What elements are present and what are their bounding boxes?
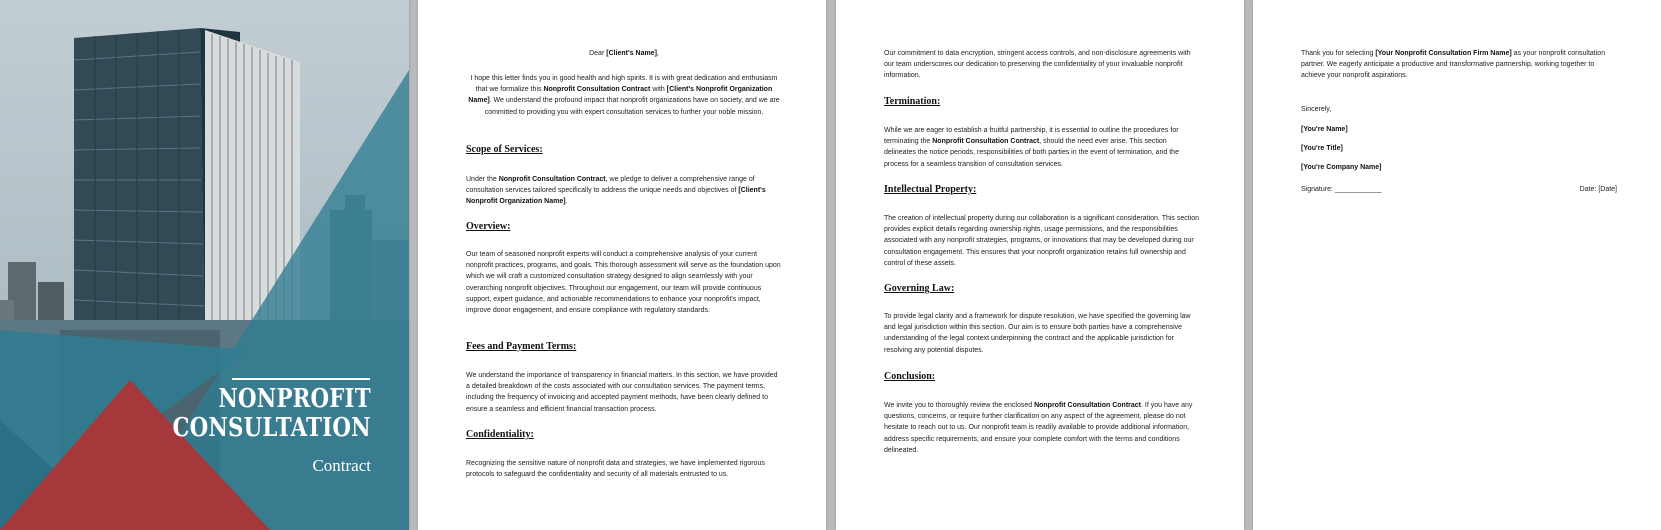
governing-law-paragraph: To provide legal clarity and a framework for dispute resolution, we have specified the governing law and legal jurisdiction within this section. Our aim is to ensure both parties have a comprehensive understanding of the legal context underpinning the contract and the applicable jurisdiction for resolving any potential disputes. [884,313,1191,354]
thanks-paragraph [1301,48,1617,82]
scope-text-2: , we pledge to deliver a comprehensive range of consultation services tailored specifically to address the unique needs and objectives of [466,176,755,195]
conclusion-contract-name: Nonprofit Consultation Contract [1034,402,1142,409]
page-4 [1253,0,1661,530]
signer-title-text: [You're Title] [1301,145,1343,152]
thanks-text-1: Thank you for selecting [1301,50,1376,57]
intro-text-3: . We understand the profound impact that nonprofit organizations have on society, and we are committed to providing you with expert consultation services to further your noble mission. [484,97,780,116]
ip-heading: Intellectual Property: [884,184,977,195]
scope-text-1: Under the [466,176,499,183]
signer-company [1301,162,1617,173]
signer-company-text: [You're Company Name] [1301,164,1382,171]
termination-text-2: , should the need ever arise. This section delineates the notice periods, responsibilities of both parties in the event of termination, and the process for a seamless transition of consultation services. [884,138,1179,168]
ip-paragraph: The creation of intellectual property during our collaboration is a significant consideration. This section provides explicit details regarding ownership rights, usage permissions, and the responsibilities associated with any nonprofit strategies, programs, or innovations that may be developed during our consultation engagement. This ensures that your nonprofit organization retains full ownership and control of these assets. [884,215,1200,267]
scope-contract-name: Nonprofit Consultation Contract [498,176,606,183]
greeting-prefix: Dear [589,50,607,57]
intro-text-2: with [650,86,667,94]
cover-title-line2: CONSULTATION [172,413,371,443]
cover-subtitle: Contract [312,456,371,475]
scope-org-name: [Client's Nonprofit Organization Name] [466,187,766,206]
cover-title [173,385,371,443]
intro-org-name: [Client's Nonprofit Organization Name] [468,86,773,105]
cover-title-line1: NONPROFIT [218,384,371,414]
cover-rule [232,378,370,380]
scope-heading: Scope of Services: [466,144,543,155]
greeting-client-name: [Client's Name] [606,50,657,57]
thanks-firm-name: [Your Nonprofit Consultation Firm Name] [1375,50,1512,57]
confidentiality-paragraph: Recognizing the sensitive nature of nonprofit data and strategies, we have implemented rigorous protocols to safeguard the confidentiality and security of all materials entrusted to us. [466,460,765,479]
cover-artwork [0,0,409,530]
intro-contract-name: Nonprofit Consultation Contract [543,86,651,94]
termination-text-1: While we are eager to establish a fruitful partnership, it is essential to outline the procedures for terminating the [884,127,1179,146]
page-2 [418,0,826,530]
greeting [466,48,782,59]
signature-line: Signature: ____________ [1301,186,1382,193]
scope-text-3: . [565,198,568,206]
confidentiality-continued: Our commitment to data encryption, stringent access controls, and non-disclosure agreements with our team underscores our dedication to preserving the confidentiality of your invaluable nonprofit information. [884,50,1191,80]
greeting-suffix: , [656,50,659,57]
confidentiality-heading: Confidentiality: [466,429,534,440]
scope-paragraph [466,174,782,208]
cover-page [0,0,409,530]
conclusion-text-1: We invite you to thoroughly review the enclosed [884,402,1035,409]
signature-row [1301,184,1617,195]
fees-paragraph: We understand the importance of transparency in financial matters. In this section, we have provided a detailed breakdown of the costs associated with our consultation services. The payment terms, including the frequency of invoicing and accepted payment methods, have been clearly defined to ensure a seamless and efficient financial transaction process. [466,372,778,413]
signer-name-text: [You're Name] [1301,126,1348,133]
closing-text: Sincerely, [1301,106,1332,113]
conclusion-paragraph [884,400,1200,456]
signer-title [1301,143,1617,154]
conclusion-text-2: . If you have any questions, concerns, or require further clarification on any aspect of the agreement, please do not hesitate to reach out to us. Our nonprofit team is readily available to provide additional information, address specific requirements, and ensure your complete comfort with the terms and conditions delineated. [884,402,1193,454]
conclusion-heading: Conclusion: [884,371,936,382]
overview-heading: Overview: [466,221,511,232]
page-3 [836,0,1244,530]
termination-contract-name: Nonprofit Consultation Contract [932,138,1040,146]
intro-paragraph [466,73,782,118]
termination-paragraph [884,125,1200,170]
date-field: Date: [Date] [1579,186,1617,193]
intro-text-1: I hope this letter finds you in good health and high spirits. It is with great dedication and enthusiasm that we formalize this [470,75,778,94]
signer-name [1301,124,1617,135]
termination-heading: Termination: [884,96,941,107]
thanks-text-2: as your nonprofit consultation partner. We eagerly anticipate a productive and transformative partnership, working together to achieve your nonprofit aspirations. [1301,50,1606,80]
governing-law-heading: Governing Law: [884,283,955,294]
fees-heading: Fees and Payment Terms: [466,341,577,352]
overview-paragraph: Our team of seasoned nonprofit experts will conduct a comprehensive analysis of your current nonprofit practices, programs, and goals. This thorough assessment will serve as the foundation upon which we will craft a customized consultation strategy designed to align seamlessly with your overarching nonprofit objectives. Throughout our engagement, our team will provide continuous support, expert guidance, and actionable recommendations to enhance your nonprofit's impact, improve donor engagement, and ensure compliance with regulatory standards. [466,251,781,315]
